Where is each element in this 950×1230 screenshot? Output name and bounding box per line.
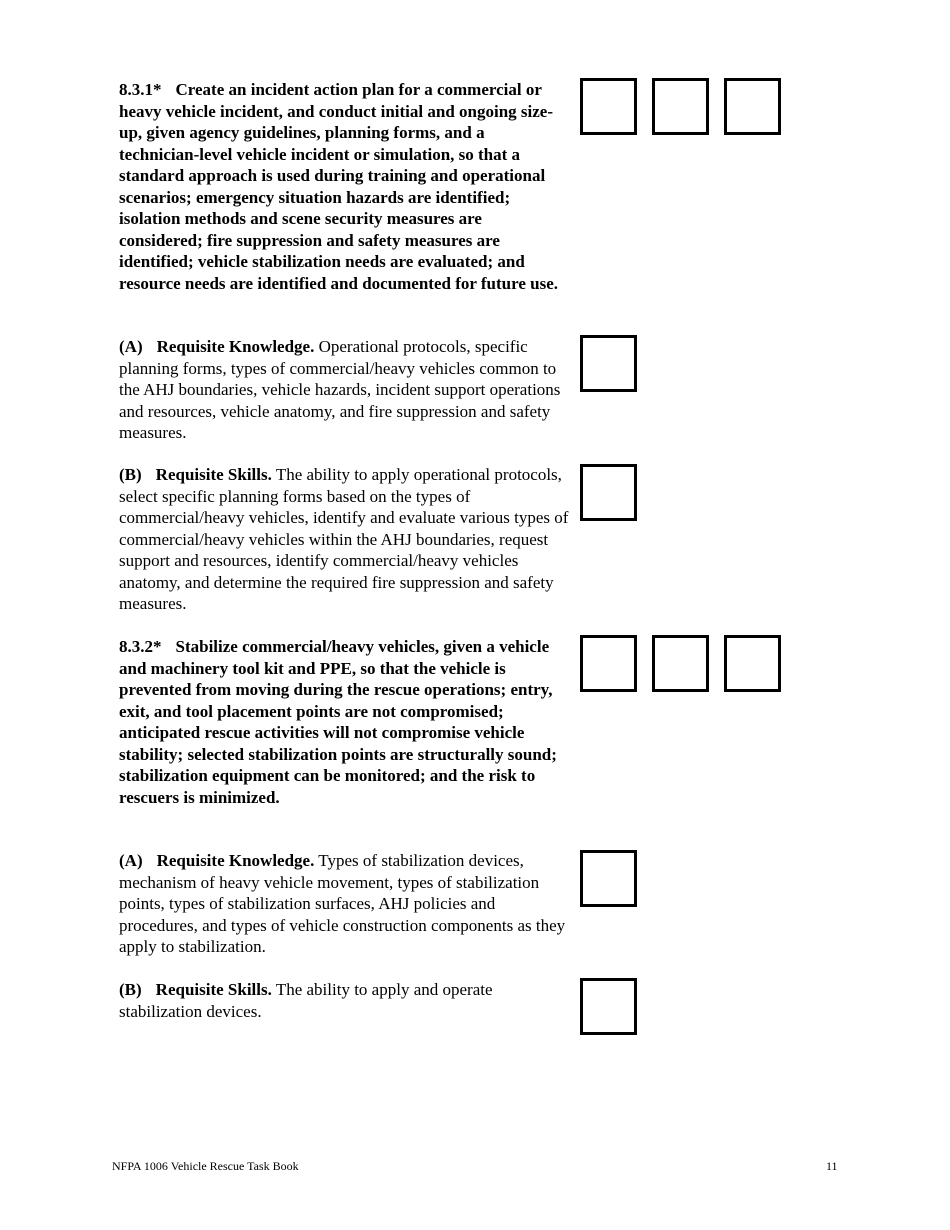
section-8-3-2-b (119, 979, 569, 1022)
signoff-checkbox[interactable] (580, 850, 637, 907)
page-number: 11 (826, 1159, 838, 1173)
signoff-checkbox[interactable] (580, 635, 637, 692)
subsection-label: Requisite Knowledge. (156, 851, 315, 870)
subsection-letter: (A) (119, 337, 143, 356)
signoff-checkbox[interactable] (580, 464, 637, 521)
subsection-label: Requisite Knowledge. (156, 337, 315, 356)
subsection-label: Requisite Skills. (155, 980, 272, 999)
signoff-checkbox[interactable] (580, 78, 637, 135)
signoff-checkbox[interactable] (724, 635, 781, 692)
section-8-3-1-b (119, 464, 569, 615)
signoff-checkbox[interactable] (652, 635, 709, 692)
subsection-text: Types of stabilization devices, mechanism of heavy vehicle movement, types of stabilization points, types of stabilization surfaces, AHJ policies and procedures, and types of vehicle construction components as they apply to stabilization. (119, 851, 566, 956)
signoff-checkbox[interactable] (580, 978, 637, 1035)
signoff-boxes-8-3-2 (580, 635, 781, 692)
section-text: Create an incident action plan for a commercial or heavy vehicle incident, and conduct initial and ongoing size-up, given agency guidelines, planning forms, and a technician-level vehicle incident or simulation, so that a standard approach is used during training and operational scenarios; emergency situation hazards are identified; isolation methods and scene security measures are considered; fire suppression and safety measures are identified; vehicle stabilization needs are evaluated; and resource needs are identified and documented for future use. (119, 80, 558, 293)
signoff-checkbox[interactable] (580, 335, 637, 392)
subsection-label: Requisite Skills. (155, 465, 272, 484)
subsection-letter: (B) (119, 465, 142, 484)
section-8-3-1-a (119, 336, 569, 444)
signoff-boxes-8-3-1-a (580, 335, 637, 392)
footer-title: NFPA 1006 Vehicle Rescue Task Book (112, 1159, 299, 1173)
subsection-text: The ability to apply and operate stabilization devices. (119, 980, 493, 1021)
section-text: Stabilize commercial/heavy vehicles, given a vehicle and machinery tool kit and PPE, so that the vehicle is prevented from moving during the rescue operations; entry, exit, and tool placement points are not compromised; anticipated rescue activities will not compromise vehicle stability; selected stabilization points are structurally sound; stabilization equipment can be monitored; and the risk to rescuers is minimized. (119, 637, 557, 807)
subsection-letter: (A) (119, 851, 143, 870)
subsection-text: Operational protocols, specific planning forms, types of commercial/heavy vehicles common to the AHJ boundaries, vehicle hazards, incident support operations and resources, vehicle anatomy, and fire suppression and safety measures. (119, 337, 561, 442)
signoff-boxes-8-3-1 (580, 78, 781, 135)
section-number: 8.3.1* (119, 80, 162, 99)
section-8-3-1 (119, 79, 569, 294)
signoff-checkbox[interactable] (724, 78, 781, 135)
subsection-letter: (B) (119, 980, 142, 999)
signoff-checkbox[interactable] (652, 78, 709, 135)
signoff-boxes-8-3-1-b (580, 464, 637, 521)
subsection-text: The ability to apply operational protocols, select specific planning forms based on the types of commercial/heavy vehicles, identify and evaluate various types of commercial/heavy vehicles within the AHJ boundaries, request support and resources, identify commercial/heavy vehicles anatomy, and determine the required fire suppression and safety measures. (119, 465, 569, 613)
section-8-3-2 (119, 636, 569, 808)
signoff-boxes-8-3-2-a (580, 850, 637, 907)
section-number: 8.3.2* (119, 637, 162, 656)
signoff-boxes-8-3-2-b (580, 978, 637, 1035)
section-8-3-2-a (119, 850, 569, 958)
